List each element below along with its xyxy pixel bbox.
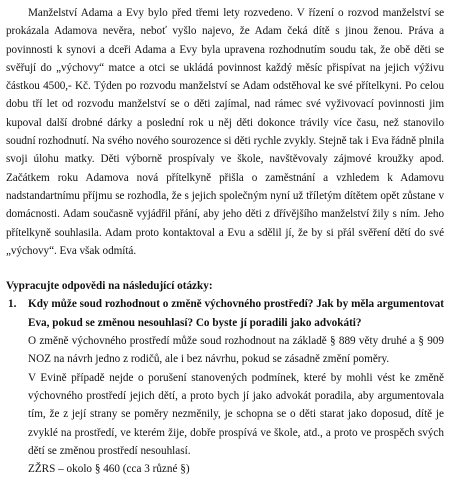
paragraph-spacer [6, 260, 444, 277]
question-text: Kdy může soud rozhodnout o změně výchovného prostředí? Jak by měla argumentovat Eva, pokud se změnou nesouhlasí? Co byste jí poradili jako advokáti? [28, 298, 444, 329]
question-item [6, 295, 444, 478]
answer-text-1: O změně výchovného prostředí může soud rozhodnout na základě § 889 věty druhé a § 909 NOZ na návrh jedno z rodičů, ale i bez návrhu, pokud se zásadně změní poměry. [28, 335, 444, 366]
question-list [6, 295, 444, 478]
case-paragraph: Manželství Adama a Evy bylo před třemi lety rozvedeno. V řízení o rozvod manželství se prokázala Adamova nevěra, neboť vyšlo najevo, že Adam čeká dítě s jinou ženou. Práva a povinnosti k synovi a dceři Adama a Evy byla upravena rozhodnutím soudu tak, že obě děti se svěřují do „výchovy“ matce a otci se ukládá povinnost každý měsíc přispívat na jejich výživu částkou 4500,- Kč. Týden po rozvodu manželství se Adam odstěhoval ke své přítelkyni. Po celou dobu tří let od rozvodu manželství se o děti zajímal, nad rámec své vyživovací povinnosti jim kupoval další drobné dárky a poslední rok u něj děti dokonce trávily více času, než stanovilo soudní rozhodnutí. Na svého nového sourozence si děti rychle zvykly. Stejně tak i Eva řádně plnila svoji úlohu matky. Děti výborně prospívaly ve škole, navštěvovaly zájmové kroužky apod. Začátkem roku Adamova nová přítelkyně přišla o zaměstnání a vzhledem k Adamovu nadstandartnímu příjmu se rozhodla, že s jejich společným nyní už tříletým dítětem opět zůstane v domácnosti. Adam současně vyjádřil přání, aby jeho děti z dřívějšího manželství žily s ním. Jeho přítelkyně souhlasila. Adam proto kontaktoval a Evu a sdělil jí, že by si přál svěření dětí do své „výchovy“. Eva však odmítá. [6, 7, 444, 257]
answer-text-3: ZŽRS – okolo § 460 (cca 3 různé §) [28, 463, 190, 476]
questions-heading: Vypracujte odpovědi na následující otázky: [6, 280, 213, 293]
answer-text-2: V Evině případě nejde o porušení stanovených podmínek, které by mohli vést ke změně výchovného prostředí jejich dětí, a proto bych jí jako advokát poradila, aby argumentovala tím, že z její strany se poměry nezměnily, je schopna se o děti starat jako doposud, dítě je zvyklé na prostředí, ve kterém žije, dobře prospívá ve škole, atd., a proto ve prospěch svých dětí se změnou prostředí nesouhlasí. [28, 371, 444, 457]
question-number: 1. [8, 298, 17, 311]
